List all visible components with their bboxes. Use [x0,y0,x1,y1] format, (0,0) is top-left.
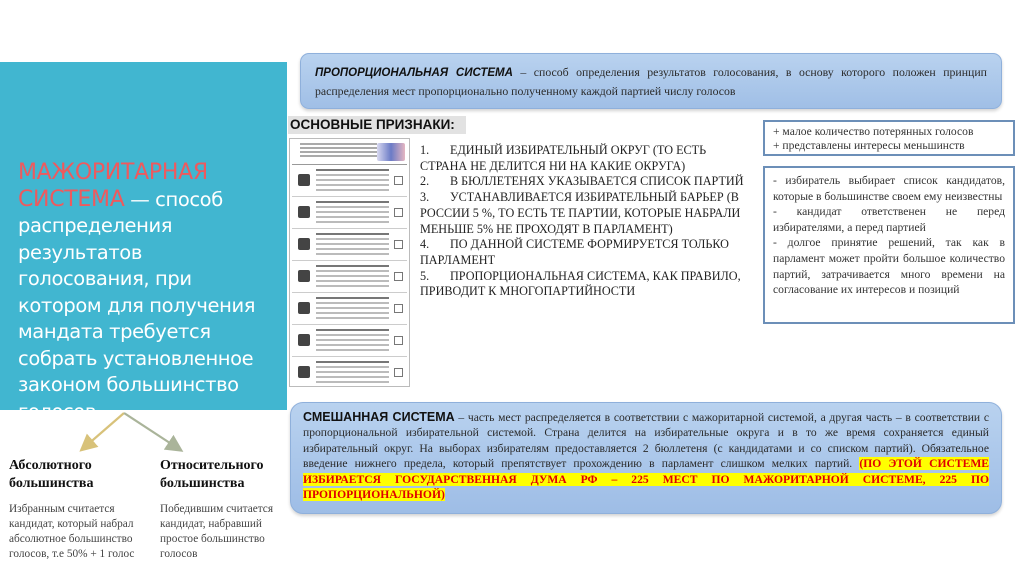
party-logo-icon [298,302,310,314]
majoritarian-definition-panel [0,62,287,423]
feature-item: 1. ЕДИНЫЙ ИЗБИРАТЕЛЬНЫЙ ОКРУГ (ТО ЕСТЬ СТРАНА НЕ ДЕЛИТСЯ НИ НА КАКИЕ ОКРУГА) [420,143,707,173]
ballot-row [292,325,407,357]
feature-item: 5. ПРОПОРЦИОНАЛЬНАЯ СИСТЕМА, КАК ПРАВИЛО, ПРИВОДИТ К МНОГОПАРТИЙНОСТИ [420,268,741,299]
party-logo-icon [298,366,310,378]
ballot-checkbox [394,272,403,281]
cons-box [763,166,1015,324]
ballot-row [292,357,407,389]
features-title: ОСНОВНЫЕ ПРИЗНАКИ: [288,116,466,134]
majoritarian-definition: — способ распределения результатов голосования, при котором для получения мандата требуется собрать установленное законом большинство голосов. [18,187,256,423]
ballot-row [292,261,407,293]
absolute-majority-text: Избранным считается кандидат, который набрал абсолютное большинство голосов, т.е 50% + 1 голос [9,503,135,560]
feature-item: 2. В БЮЛЛЕТЕНЯХ УКАЗЫВАЕТСЯ СПИСОК ПАРТИЙ [420,174,744,189]
relative-majority-column [160,457,285,562]
proportional-term: ПРОПОРЦИОНАЛЬНАЯ СИСТЕМА [315,67,513,79]
pros-box [763,120,1015,156]
mixed-term: СМЕШАННАЯ СИСТЕМА [303,410,455,424]
pro-item: + малое количество потерянных голосов [773,125,974,138]
ballot-checkbox [394,208,403,217]
pro-item: + представлены интересы меньшинств [773,139,965,152]
party-logo-icon [298,174,310,186]
feature-item: 3. УСТАНАВЛИВАЕТСЯ ИЗБИРАТЕЛЬНЫЙ БАРЬЕР (В РОССИИ 5 %, ТО ЕСТЬ ТЕ ПАРТИИ, КОТОРЫЕ НАБРАЛИ МЕНЬШЕ 5% НЕ ПРОХОДЯТ В ПАРЛАМЕНТ) [420,190,741,236]
branch-arrows-icon [60,410,200,460]
party-logo-icon [298,270,310,282]
ballot-checkbox [394,240,403,249]
proportional-definition: – способ определения результатов голосования, в основу которого положен принцип распределения мест пропорционально полученному каждой партией числу голосов [315,65,987,98]
party-logo-icon [298,334,310,346]
con-item: - избиратель выбирает список кандидатов, которые в большинстве своем ему неизвестны [773,174,1005,203]
ballot-row [292,197,407,229]
con-item: - долгое принятие решений, так как в парламент может пройти большое количество партий, затрачивается много времени на согласование их интересов и позиций [773,236,1005,297]
absolute-majority-title: Абсолютного большинства [9,458,94,491]
relative-majority-text: Победившим считается кандидат, набравший простое большинство голосов [160,503,274,560]
feature-item: 4. ПО ДАННОЙ СИСТЕМЕ ФОРМИРУЕТСЯ ТОЛЬКО ПАРЛАМЕНТ [420,237,729,267]
proportional-definition-box [300,53,1002,109]
ballot-row [292,165,407,197]
ballot-checkbox [394,336,403,345]
ballot-image [289,138,410,387]
absolute-majority-column [9,457,149,562]
ballot-checkbox [394,368,403,377]
mixed-definition: – часть мест распределяется в соответствии с мажоритарной системой, а другая часть – в соответствии с пропорциональной избирательной системой. Страна делится на избирательные округа и в то же время сохраняется единый избирательный округ. На выборах избирателям предоставляется 2 бюллетеня (с кандидатами и со списком партий). Обязательное введение нижнего предела, который препятствует прохождению в парламент слишком мелких партий. [303,411,989,471]
ballot-stamp-icon [377,143,405,161]
mixed-highlight: (ПО ЭТОЙ СИСТЕМЕ ИЗБИРАЕТСЯ ГОСУДАРСТВЕННАЯ ДУМА РФ – 225 МЕСТ ПО МАЖОРИТАРНОЙ СИСТЕМЕ, 225 ПО ПРОПОРЦИОНАЛЬНОЙ) [303,457,989,502]
features-list [420,143,756,300]
relative-majority-title: Относительного большинства [160,458,264,491]
party-logo-icon [298,238,310,250]
con-item: - кандидат ответственен не перед избирателями, а перед партией [773,205,1005,234]
ballot-row [292,229,407,261]
ballot-row [292,293,407,325]
party-logo-icon [298,206,310,218]
ballot-header [292,143,407,165]
ballot-checkbox [394,176,403,185]
ballot-checkbox [394,304,403,313]
majoritarian-term: МАЖОРИТАРНАЯ СИСТЕМА [18,160,208,212]
mixed-definition-box [290,402,1002,514]
